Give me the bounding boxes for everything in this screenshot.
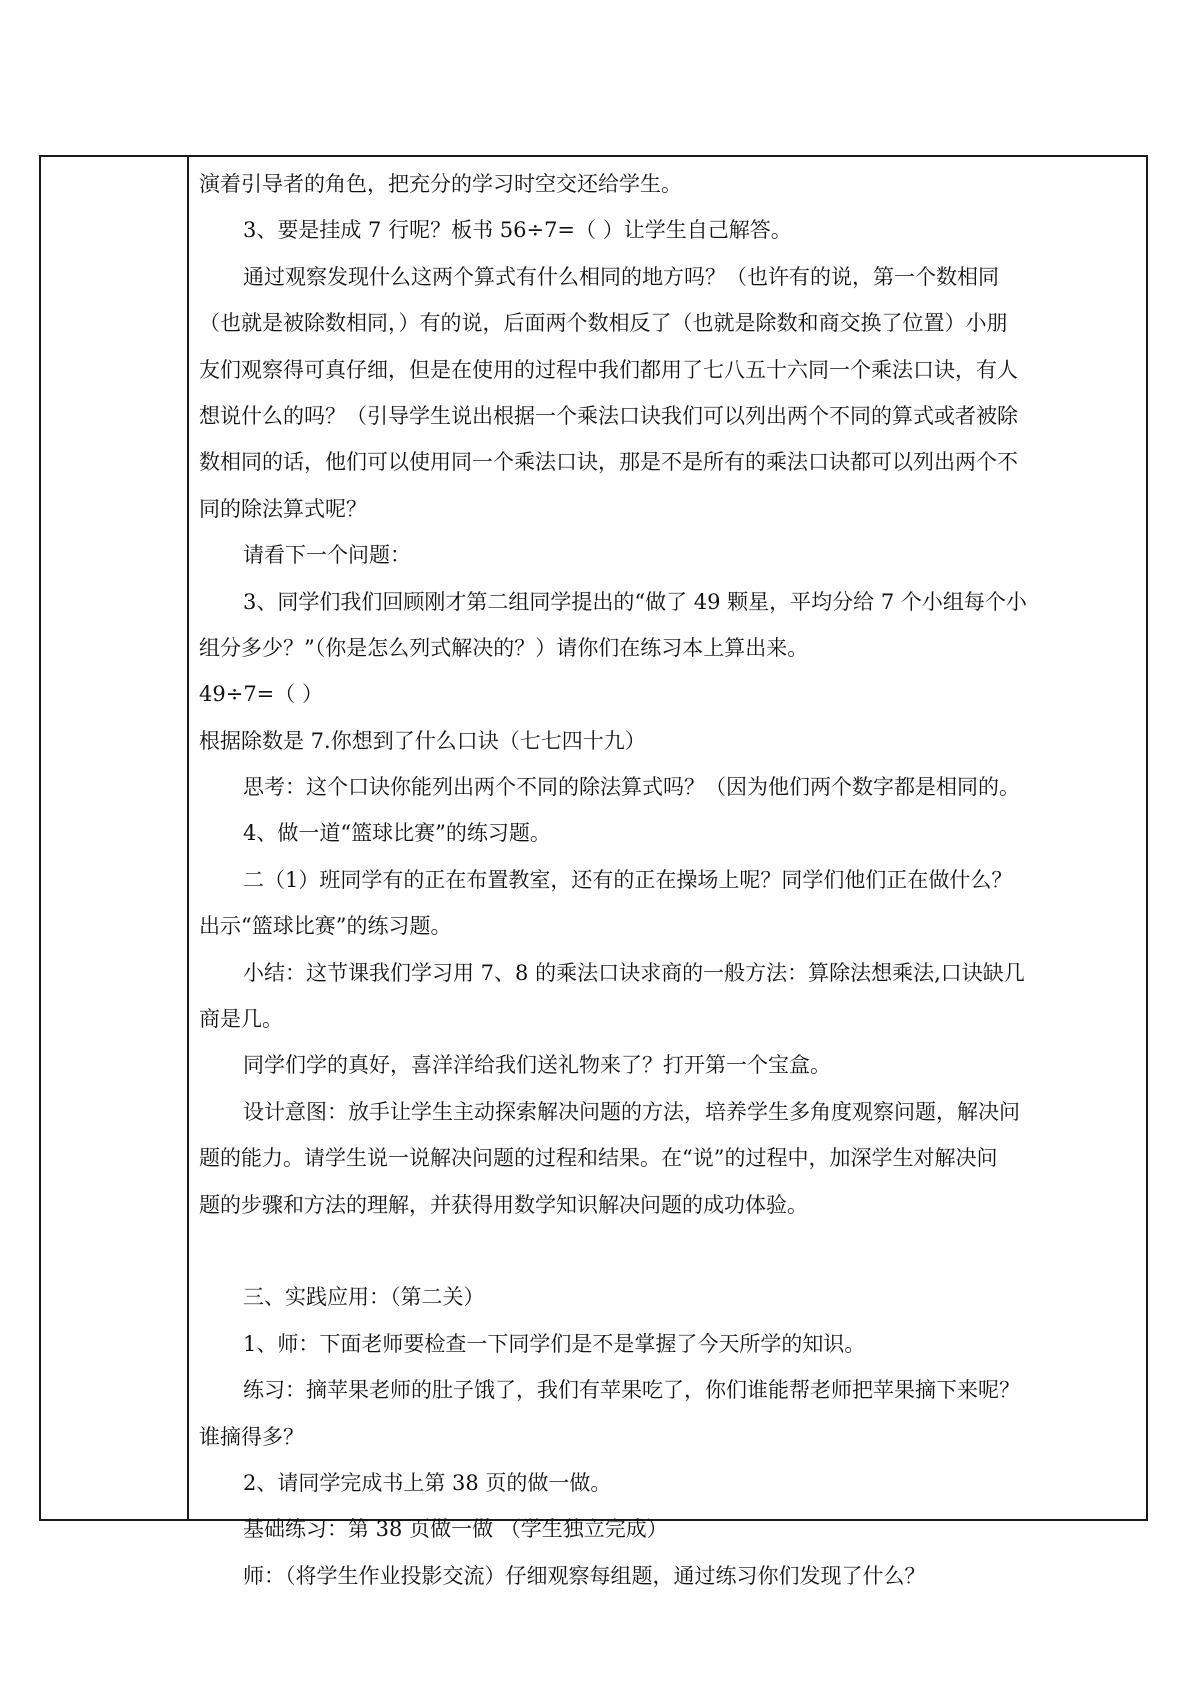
text-line: 同学们学的真好，喜洋洋给我们送礼物来了？打开第一个宝盒。 [243, 1053, 831, 1078]
text-line: 想说什么的吗？（引导学生说出根据一个乘法口诀我们可以列出两个不同的算式或者被除 [199, 403, 1018, 428]
text-line: 题的能力。请学生说一说解决问题的过程和结果。在“说”的过程中，加深学生对解决问 [199, 1146, 998, 1171]
text-line: 3、同学们我们回顾刚才第二组同学提出的“做了 49 颗星，平均分给 7 个小组每个小 [243, 589, 1027, 614]
text-line: 根据除数是 7.你想到了什么口诀（七七四十九） [199, 728, 646, 753]
text-line: （也就是被除数相同，）有的说，后面两个数相反了（也就是除数和商交换了位置）小朋 [199, 311, 1008, 336]
text-line: 商是几。 [199, 1007, 283, 1032]
text-line: 组分多少？”（你是怎么列式解决的？）请你们在练习本上算出来。 [199, 635, 809, 660]
text-line: 出示“篮球比赛”的练习题。 [199, 914, 452, 939]
text-line: 3、要是挂成 7 行呢？板书 56÷7=（ ）让学生自己解答。 [243, 218, 792, 243]
text-line: 练习：摘苹果老师的肚子饿了，我们有苹果吃了，你们谁能帮老师把苹果摘下来呢？ [243, 1378, 1020, 1403]
text-line: 师：（将学生作业投影交流）仔细观察每组题，通过练习你们发现了什么？ [243, 1563, 926, 1588]
text-line: 演着引导者的角色，把充分的学习时空交还给学生。 [199, 172, 682, 196]
section-heading: 三、实践应用：（第二关） [243, 1285, 485, 1310]
text-line: 请看下一个问题： [243, 543, 411, 568]
text-line: 题的步骤和方法的理解，并获得用数学知识解决问题的成功体验。 [199, 1192, 808, 1217]
text-line: 通过观察发现什么这两个算式有什么相同的地方吗？（也许有的说，第一个数相同 [243, 264, 999, 289]
text-line: 二（1）班同学有的正在布置教室，还有的正在操场上呢？同学们他们正在做什么？ [243, 867, 1013, 892]
table-left-cell [41, 157, 189, 1519]
table-content-cell [189, 157, 1146, 1588]
text-line: 49÷7=（ ） [199, 682, 323, 707]
text-line: 设计意图：放手让学生主动探索解决问题的方法，培养学生多角度观察问题，解决问 [243, 1099, 1020, 1124]
text-line: 小结：这节课我们学习用 7、8 的乘法口诀求商的一般方法：算除法想乘法,口诀缺几 [243, 960, 1025, 985]
text-line: 1、师：下面老师要检查一下同学们是不是掌握了今天所学的知识。 [243, 1331, 866, 1356]
lesson-plan-table [39, 155, 1148, 1588]
text-line: 友们观察得可真仔细，但是在使用的过程中我们都用了七八五十六同一个乘法口诀，有人 [199, 357, 1018, 382]
text-line: 数相同的话，他们可以使用同一个乘法口诀，那是不是所有的乘法口诀都可以列出两个不 [199, 450, 1018, 475]
text-line: 谁摘得多？ [199, 1424, 304, 1449]
text-line: 同的除法算式呢？ [199, 496, 367, 521]
text-line: 思考：这个口诀你能列出两个不同的除法算式吗？（因为他们两个数字都是相同的。 [243, 775, 1020, 800]
text-line: 2、请同学完成书上第 38 页的做一做。 [243, 1470, 612, 1495]
text-line: 基础练习：第 38 页做一做 （学生独立完成） [243, 1517, 668, 1542]
blank-line [199, 1228, 1132, 1274]
text-line: 4、做一道“篮球比赛”的练习题。 [243, 821, 551, 846]
